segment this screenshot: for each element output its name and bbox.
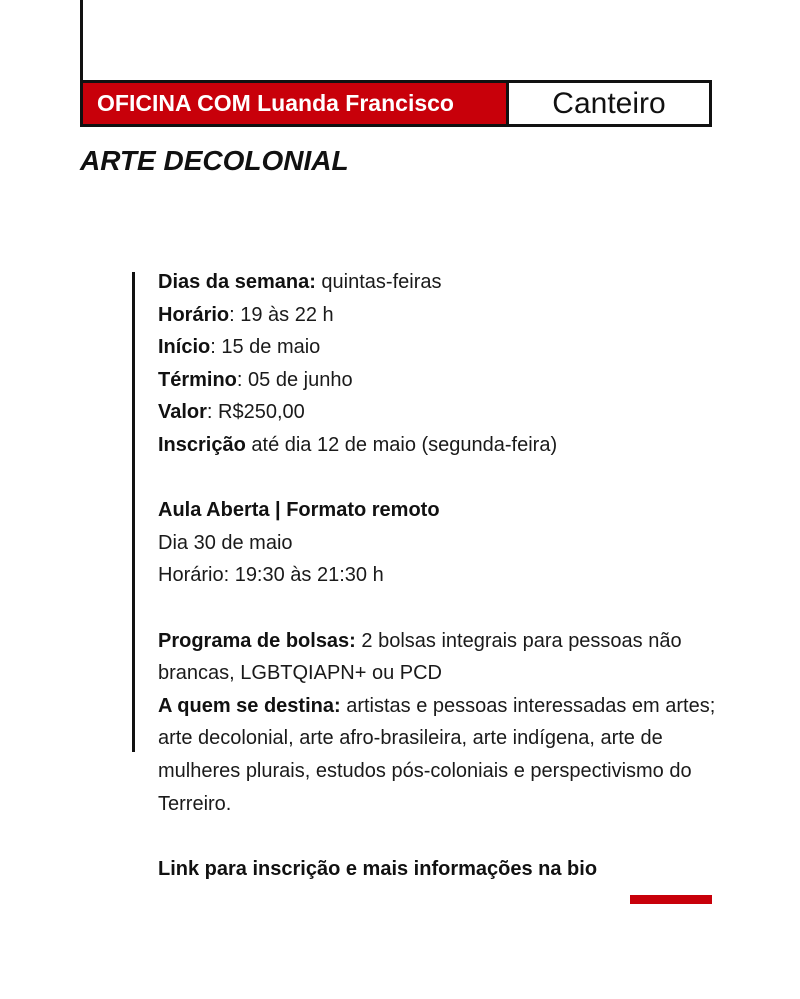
scholarship-value: 2 bolsas integrais para pessoas não brancas, LGBTQIAPN+ ou PCD [158,629,682,685]
schedule-time [158,299,738,332]
schedule-price [158,396,738,429]
spacer [158,820,738,853]
info-content [158,266,738,885]
end-value: : 05 de junho [236,368,353,391]
start-value: : 15 de maio [210,336,321,359]
registration-label: Inscrição [158,433,246,456]
schedule-registration [158,429,738,462]
scholarship-label: Programa de bolsas: [158,629,356,652]
open-class-day: Dia 30 de maio [158,531,293,554]
scholarship-program [158,625,738,690]
registration-value: até dia 12 de maio (segunda-feira) [245,433,558,456]
days-value: quintas-feiras [315,271,442,293]
price-value: : R$250,00 [206,401,305,424]
header-brand-label: Canteiro [552,86,666,120]
schedule-start [158,331,738,364]
registration-link-note [158,853,738,886]
price-label: Valor [158,401,207,424]
red-accent-bar [630,895,712,904]
open-class-heading-text: Aula Aberta | Formato remoto [158,499,440,522]
spacer [158,592,738,625]
page-title: ARTE DECOLONIAL [80,145,349,176]
audience-value: artistas e pessoas interessadas em artes; arte decolonial, arte afro-brasileira, arte indígena, arte de mulheres plurais, estudos pós-coloniais e perspectivismo do Terreiro. [158,694,716,815]
start-label: Início [158,336,211,359]
schedule-end [158,364,738,397]
target-audience [158,690,738,820]
time-value: : 19 às 22 h [229,303,334,326]
registration-link-text: Link para inscrição e mais informações na bio [158,857,598,880]
side-vertical-line [132,272,135,752]
time-label: Horário [158,303,230,326]
schedule-days [158,266,738,299]
days-label: Dias da semana: [158,271,316,293]
header-workshop-label: OFICINA COM Luanda Francisco [83,83,509,124]
audience-label: A quem se destina: [158,694,341,717]
open-class-heading [158,494,738,527]
top-vertical-line [80,0,83,82]
end-label: Término [158,368,237,391]
open-class-time: Horário: 19:30 às 21:30 h [158,564,384,587]
header-bar [80,80,712,127]
spacer [158,462,738,495]
